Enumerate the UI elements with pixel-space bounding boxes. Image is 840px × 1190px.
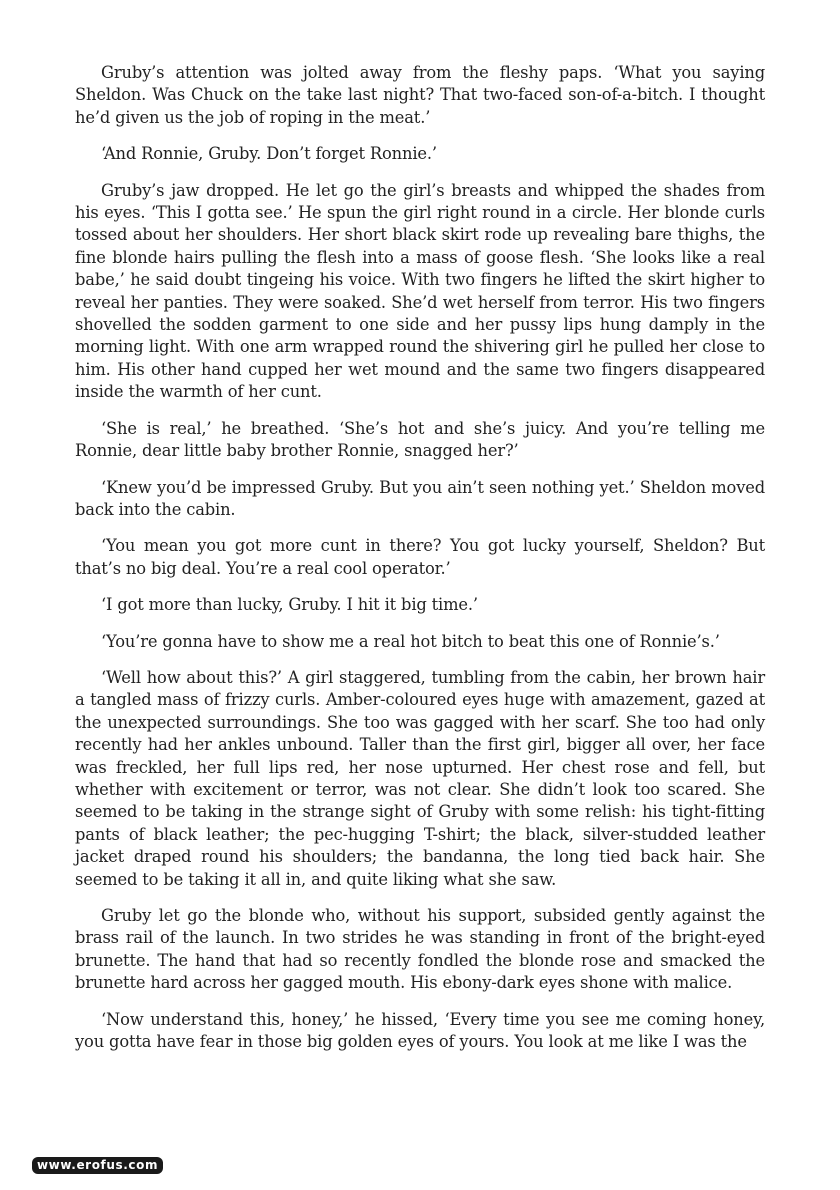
paragraph-1: Gruby’s attention was jolted away from the fleshy paps. ‘What you saying Sheldon. Was Chuck on the take last night? That two-faced son-of-a-bitch. I thought he’d given us the job of roping in the meat.’	[75, 63, 765, 127]
paragraph-8: ‘You’re gonna have to show me a real hot bitch to beat this one of Ronnie’s.’	[101, 631, 720, 651]
body-text	[75, 62, 765, 1067]
site-watermark: www.erofus.com	[32, 1157, 163, 1174]
paragraph-10: Gruby let go the blonde who, without his support, subsided gently against the brass rail of the launch. In two strides he was standing in front of the bright-eyed brunette. The hand that had so recently fondled the blonde rose and smacked the brunette hard across her gagged mouth. His ebony-dark eyes shone with malice.	[75, 906, 765, 993]
paragraph-3: Gruby’s jaw dropped. He let go the girl’s breasts and whipped the shades from his eyes. ‘This I gotta see.’ He spun the girl right round in a circle. Her blonde curls tossed about her shoulders. Her short black skirt rode up revealing bare thighs, the fine blonde hairs pulling the flesh into a mass of goose flesh. ‘She looks like a real babe,’ he said doubt tingeing his voice. With two fingers he lifted the skirt higher to reveal her panties. They were soaked. She’d wet herself from terror. His two fingers shovelled the sodden garment to one side and her pussy lips hung damply in the morning light. With one arm wrapped round the shivering girl he pulled her close to him. His other hand cupped her wet mound and the same two fingers disappeared inside the warmth of her cunt.	[75, 180, 765, 402]
paragraph-5: ‘Knew you’d be impressed Gruby. But you ain’t seen nothing yet.’ Sheldon moved back into the cabin.	[75, 477, 765, 519]
paragraph-11: ‘Now understand this, honey,’ he hissed, ‘Every time you see me coming honey, you gotta have fear in those big golden eyes of yours. You look at me like I was the	[75, 1009, 765, 1052]
paragraph-2: ‘And Ronnie, Gruby. Don’t forget Ronnie.’	[101, 144, 437, 164]
paragraph-7: ‘I got more than lucky, Gruby. I hit it big time.’	[101, 595, 478, 615]
paragraph-9: ‘Well how about this?’ A girl staggered, tumbling from the cabin, her brown hair a tangled mass of frizzy curls. Amber-coloured eyes huge with amazement, gazed at the unexpected surroundings. She too was gagged with her scarf. She too had only recently had her ankles unbound. Taller than the first girl, bigger all over, her face was freckled, her full lips red, her nose upturned. Her chest rose and fell, but whether with excitement or terror, was not clear. She didn’t look too scared. She seemed to be taking in the strange sight of Gruby with some relish: his tight-fitting pants of black leather; the pec-hugging T-shirt; the black, silver-studded leather jacket draped round his shoulders; the bandanna, the long tied back hair. She seemed to be taking it all in, and quite liking what she saw.	[75, 667, 765, 889]
paragraph-6: ‘You mean you got more cunt in there? You got lucky yourself, Sheldon? But that’s no big deal. You’re a real cool operator.’	[75, 536, 765, 578]
paragraph-4: ‘She is real,’ he breathed. ‘She’s hot and she’s juicy. And you’re telling me Ronnie, dear little baby brother Ronnie, snagged her?’	[75, 418, 765, 461]
